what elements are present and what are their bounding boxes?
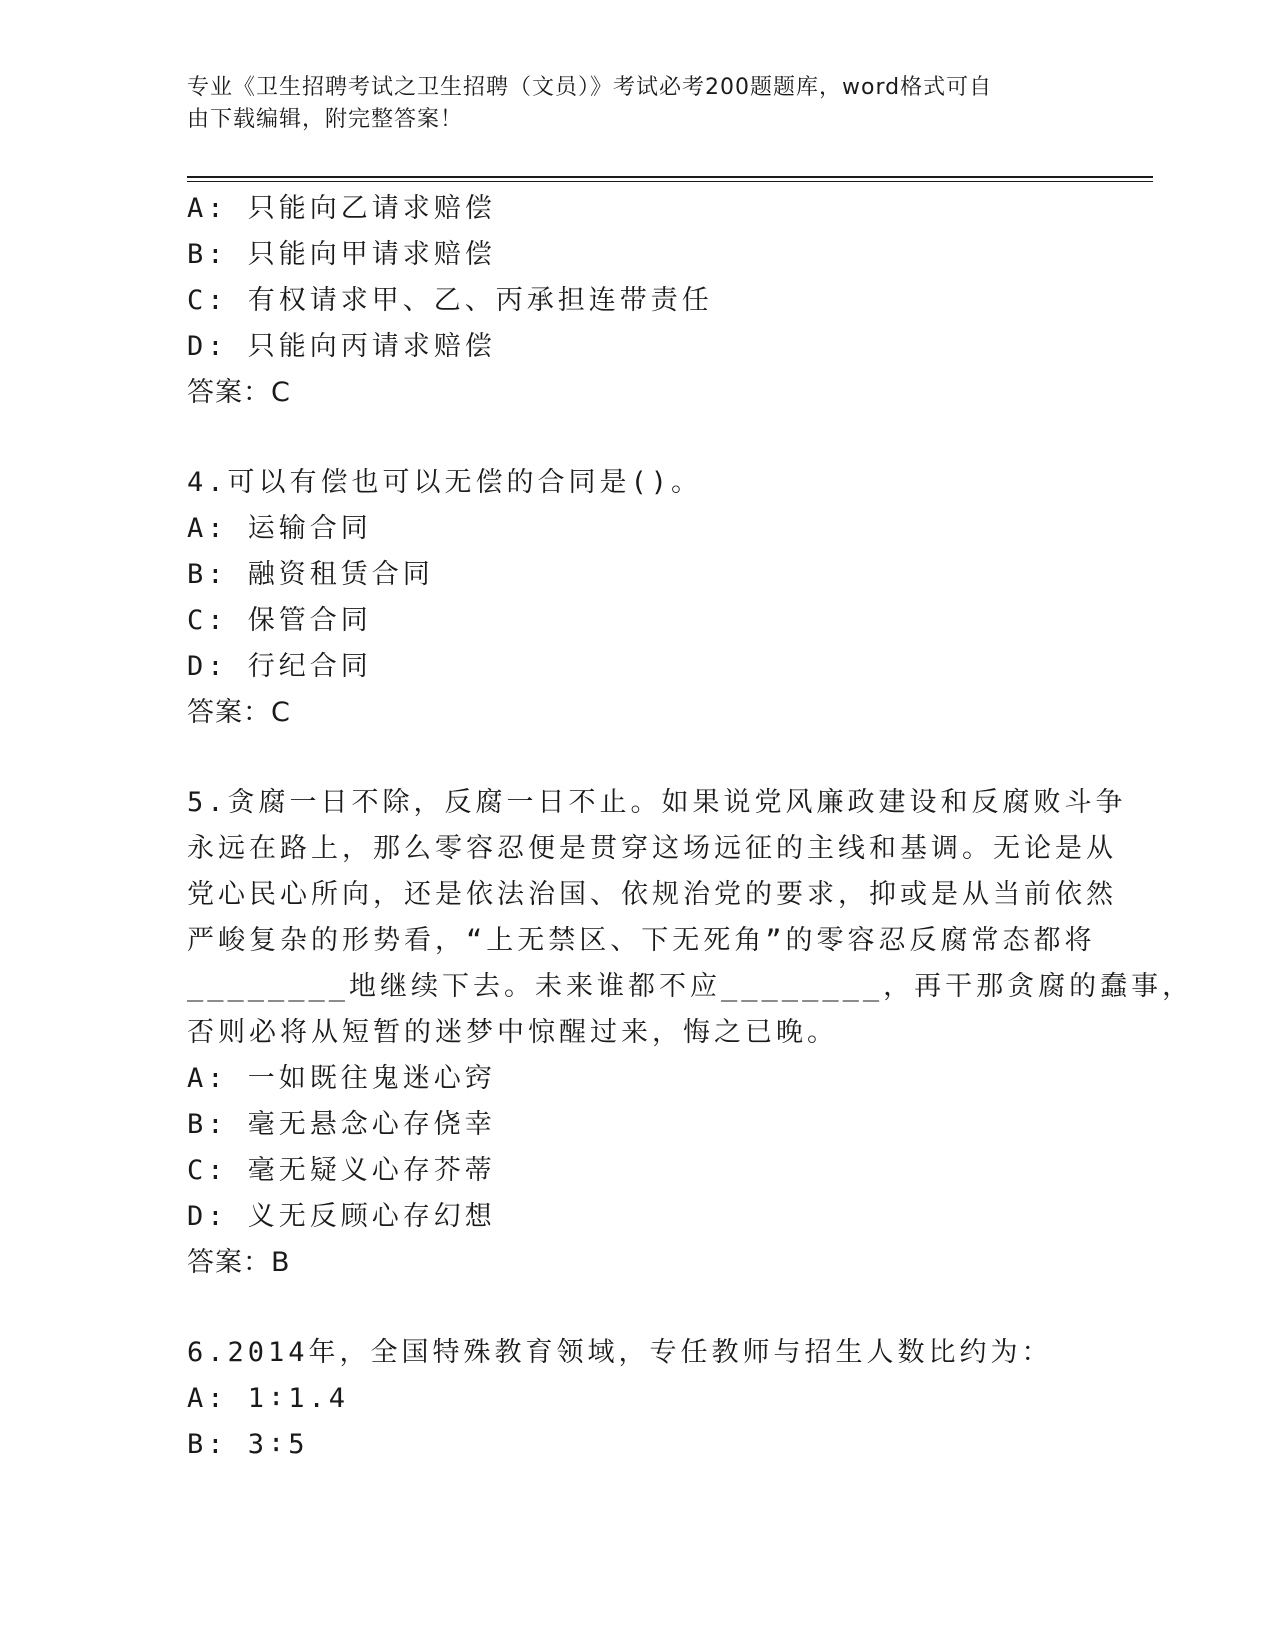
question-stem: 4.可以有偿也可以无偿的合同是()。 [187,467,703,498]
question-6 [187,1330,1087,1468]
stem-line: 5.贪腐一日不除，反腐一日不止。如果说党风廉政建设和反腐败斗争 [187,787,1127,818]
answer: 答案：B [187,1247,291,1278]
option-b: B: 毫无悬念心存侥幸 [187,1109,496,1140]
option-b: B: 融资租赁合同 [187,559,434,590]
stem-line: 严峻复杂的形势看，“上无禁区、下无死角”的零容忍反腐常态都将 [187,925,1096,956]
option-c: C: 有权请求甲、乙、丙承担连带责任 [187,285,713,316]
stem-line: 否则必将从短暂的迷梦中惊醒过来，悔之已晚。 [187,1017,838,1048]
option-a: A: 运输合同 [187,513,372,544]
option-a: A: 只能向乙请求赔偿 [187,193,496,224]
header-line-2: 由下载编辑，附完整答案！ [187,107,464,132]
option-b: B: 只能向甲请求赔偿 [187,239,496,270]
header-rule-thick [187,176,1153,178]
answer: 答案：C [187,377,291,408]
option-c: C: 毫无疑义心存芥蒂 [187,1155,496,1186]
stem-line: ________地继续下去。未来谁都不应________，再干那贪腐的蠢事， [187,971,1194,1002]
option-a: A: 1∶1.4 [187,1383,350,1414]
question-stem: 6.2014年，全国特殊教育领域，专任教师与招生人数比约为： [187,1337,1053,1368]
header-line-1: 专业《卫生招聘考试之卫生招聘（文员）》考试必考200题题库，word格式可自 [187,75,993,100]
question-5 [187,780,1194,1286]
question-3 [187,186,1087,416]
question-stem [187,780,1194,1056]
option-a: A: 一如既往鬼迷心窍 [187,1063,496,1094]
question-list [187,186,1194,1468]
option-d: D: 行纪合同 [187,651,372,682]
stem-line: 永远在路上，那么零容忍便是贯穿这场远征的主线和基调。无论是从 [187,833,1117,864]
question-4 [187,460,1087,736]
stem-line: 党心民心所向，还是依法治国、依规治党的要求，抑或是从当前依然 [187,879,1117,910]
header-rule-thin [187,181,1153,182]
option-d: D: 只能向丙请求赔偿 [187,331,496,362]
option-c: C: 保管合同 [187,605,372,636]
answer: 答案：C [187,697,291,728]
option-d: D: 义无反顾心存幻想 [187,1201,496,1232]
option-b: B: 3∶5 [187,1429,309,1460]
document-header [187,72,1067,136]
